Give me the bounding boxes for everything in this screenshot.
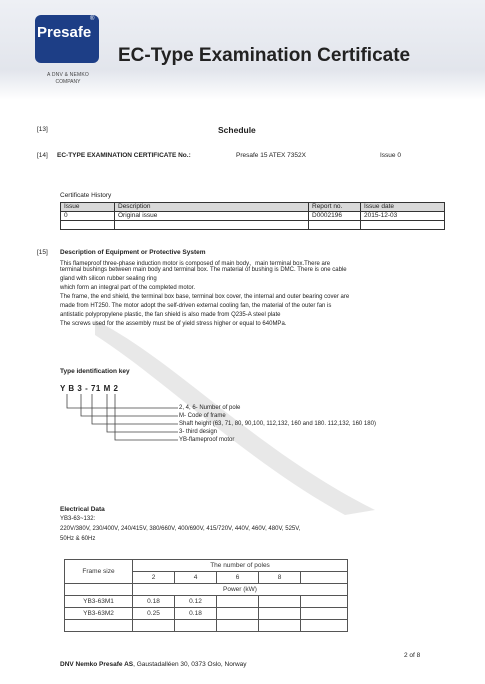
frame-cell: YB3-63M1 bbox=[65, 596, 133, 608]
description-heading: Description of Equipment or Protective System bbox=[60, 249, 206, 256]
description-line: The screws used for the assembly must be of yield stress higher or equal to 640MPa. bbox=[60, 321, 287, 327]
description-line: This flameproof three-phase induction motor is composed of main body、main terminal box.There are bbox=[60, 261, 331, 267]
type-key-item: M- Code of frame bbox=[179, 413, 226, 419]
frame-cell: YB3-63M2 bbox=[65, 608, 133, 620]
history-cell bbox=[115, 221, 309, 230]
type-key-item: Shaft height (63, 71, 80, 90,100, 112,132, 160 and 180. 112,132, 160 180) bbox=[179, 421, 376, 427]
frame-size-header: Frame size bbox=[65, 560, 133, 584]
section-15-number: [15] bbox=[37, 249, 48, 256]
power-cell bbox=[217, 608, 259, 620]
history-cell bbox=[61, 221, 115, 230]
history-col-header: Issue date bbox=[361, 203, 445, 212]
history-cell: 0 bbox=[61, 212, 115, 221]
description-line: antistatic polypropylene plastic, the fan shield is also made from Q235-A steel plate bbox=[60, 312, 281, 318]
history-col-header: Issue bbox=[61, 203, 115, 212]
electrical-frequency: 50Hz & 60Hz bbox=[60, 536, 96, 542]
description-line: which form an integral part of the completed motor. bbox=[60, 285, 196, 291]
certificate-number: Presafe 15 ATEX 7352X bbox=[236, 152, 306, 159]
history-cell: D0002196 bbox=[309, 212, 361, 221]
electrical-range: YB3-63~132: bbox=[60, 516, 96, 522]
history-col-header: Report no. bbox=[309, 203, 361, 212]
type-key-bracket-lines bbox=[60, 394, 185, 456]
type-key-item: YB-flameproof motor bbox=[179, 437, 235, 443]
pole-count: 4 bbox=[175, 572, 217, 584]
table-row bbox=[65, 584, 348, 596]
power-cell: 0.12 bbox=[175, 596, 217, 608]
power-cell bbox=[259, 608, 301, 620]
footer-address bbox=[60, 661, 247, 668]
power-cell bbox=[301, 620, 348, 632]
poles-header: The number of poles bbox=[133, 560, 348, 572]
issue-number: Issue 0 bbox=[380, 152, 401, 159]
power-cell: 0.18 bbox=[133, 596, 175, 608]
history-heading: Certificate History bbox=[60, 192, 112, 199]
table-row bbox=[65, 608, 348, 620]
schedule-heading: Schedule bbox=[218, 125, 256, 135]
power-cell bbox=[217, 620, 259, 632]
power-cell bbox=[301, 596, 348, 608]
power-table bbox=[64, 559, 348, 632]
history-cell bbox=[309, 221, 361, 230]
description-line: made from HT250. The motor adopt the self-driven external cooling fan, the material of the outer fan is bbox=[60, 303, 332, 309]
power-cell bbox=[259, 596, 301, 608]
description-line: gland with silicon rubber sealing ring bbox=[60, 276, 157, 282]
power-cell bbox=[175, 620, 217, 632]
description-line: terminal bushings between main body and terminal box. The material of bushing is DMC. There is one cable bbox=[60, 267, 347, 273]
type-key-item: 2, 4, 6- Number of pole bbox=[179, 405, 241, 411]
history-col-header: Description bbox=[115, 203, 309, 212]
pole-count: 6 bbox=[217, 572, 259, 584]
logo-text: Presafe bbox=[37, 24, 92, 41]
table-row bbox=[61, 221, 445, 230]
footer-company: DNV Nemko Presafe AS bbox=[60, 661, 134, 668]
history-cell: 2015-12-03 bbox=[361, 212, 445, 221]
power-cell bbox=[259, 620, 301, 632]
history-header-row bbox=[61, 203, 445, 212]
logo-subtitle: A DNV & NEMKO bbox=[46, 72, 90, 78]
frame-cell bbox=[65, 620, 133, 632]
electrical-voltages: 220V/380V, 230/400V, 240/415V, 380/660V, 400/690V, 415/720V, 440V, 460V, 480V, 525V, bbox=[60, 526, 301, 532]
type-key-item: 3- third design bbox=[179, 429, 218, 435]
type-key-heading: Type identification key bbox=[60, 368, 130, 375]
page-number: 2 of 8 bbox=[404, 652, 421, 659]
power-cell bbox=[301, 608, 348, 620]
history-cell: Original issue bbox=[115, 212, 309, 221]
power-cell bbox=[217, 596, 259, 608]
blank-cell bbox=[65, 584, 133, 596]
table-row bbox=[65, 560, 348, 572]
type-code: Y B 3 - 71 M 2 bbox=[60, 384, 119, 393]
power-cell: 0.18 bbox=[175, 608, 217, 620]
description-line: The frame, the end shield, the terminal box base, terminal box cover, the internal and outer bearing cover are bbox=[60, 294, 350, 300]
table-row bbox=[61, 212, 445, 221]
pole-count: 8 bbox=[259, 572, 301, 584]
electrical-heading: Electrical Data bbox=[60, 506, 105, 513]
history-table bbox=[60, 202, 445, 230]
footer-address-text: , Gaustadalléen 30, 0373 Oslo, Norway bbox=[133, 661, 247, 668]
table-row bbox=[65, 596, 348, 608]
logo-subtitle-2: COMPANY bbox=[55, 79, 81, 85]
logo-registered-mark: ® bbox=[90, 16, 95, 22]
certificate-number-label: EC-TYPE EXAMINATION CERTIFICATE No.: bbox=[57, 152, 191, 159]
section-13-number: [13] bbox=[37, 126, 48, 133]
table-row bbox=[65, 620, 348, 632]
section-14-number: [14] bbox=[37, 152, 48, 159]
power-header: Power (kW) bbox=[133, 584, 348, 596]
power-cell bbox=[133, 620, 175, 632]
power-cell: 0.25 bbox=[133, 608, 175, 620]
pole-count bbox=[301, 572, 348, 584]
pole-count: 2 bbox=[133, 572, 175, 584]
history-cell bbox=[361, 221, 445, 230]
document-title: EC-Type Examination Certificate bbox=[118, 45, 411, 66]
